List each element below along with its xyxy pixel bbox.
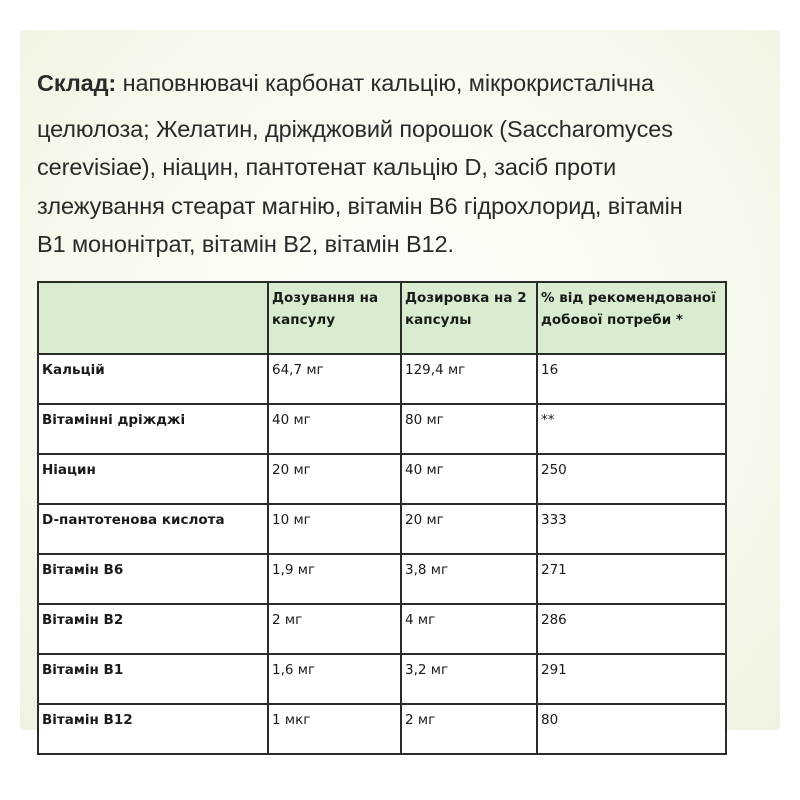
daily-percent: ** — [537, 404, 726, 454]
dose-per-capsule: 40 мг — [268, 404, 401, 454]
table-row — [38, 354, 726, 404]
nutrient-name: D-пантотенова кислота — [38, 504, 268, 554]
dose-per-capsule: 1,6 мг — [268, 654, 401, 704]
header-dose-two-capsules: Дозировка на 2 капсулы — [401, 282, 537, 354]
header-name — [38, 282, 268, 354]
dose-per-capsule: 1,9 мг — [268, 554, 401, 604]
dose-per-capsule: 2 мг — [268, 604, 401, 654]
header-daily-percent: % від рекомендованої добової потреби * — [537, 282, 726, 354]
table-row — [38, 454, 726, 504]
dose-per-capsule: 10 мг — [268, 504, 401, 554]
nutrient-name: Вітамін В12 — [38, 704, 268, 754]
table-row — [38, 404, 726, 454]
daily-percent: 80 — [537, 704, 726, 754]
nutrient-name: Вітамінні дріжджі — [38, 404, 268, 454]
daily-percent: 291 — [537, 654, 726, 704]
composition-line-3: cerevisiae), ніацин, пантотенат кальцію D, засіб проти — [37, 154, 617, 180]
header-dose-per-capsule: Дозування на капсулу — [268, 282, 401, 354]
nutrient-name: Вітамін В2 — [38, 604, 268, 654]
composition-label: Склад: — [37, 70, 117, 96]
dose-two-capsules: 3,8 мг — [401, 554, 537, 604]
dose-two-capsules: 129,4 мг — [401, 354, 537, 404]
nutrient-name: Вітамін В6 — [38, 554, 268, 604]
table-row — [38, 554, 726, 604]
table-row — [38, 604, 726, 654]
composition-text — [37, 64, 777, 264]
nutrient-name: Ніацин — [38, 454, 268, 504]
table-row — [38, 704, 726, 754]
daily-percent: 16 — [537, 354, 726, 404]
composition-text-line-1: наповнювачі карбонат кальцію, мікрокристалічна — [122, 70, 655, 96]
dose-two-capsules: 3,2 мг — [401, 654, 537, 704]
dose-two-capsules: 2 мг — [401, 704, 537, 754]
dose-two-capsules: 20 мг — [401, 504, 537, 554]
composition-line-1 — [37, 64, 777, 103]
nutrient-table — [37, 281, 727, 755]
table-row — [38, 504, 726, 554]
daily-percent: 271 — [537, 554, 726, 604]
dose-two-capsules: 4 мг — [401, 604, 537, 654]
nutrient-name: Вітамін В1 — [38, 654, 268, 704]
daily-percent: 286 — [537, 604, 726, 654]
composition-line-5: B1 мононітрат, вітамін B2, вітамін B12. — [37, 231, 454, 257]
nutrient-name: Кальцій — [38, 354, 268, 404]
composition-line-2: целюлоза; Желатин, дріжджовий порошок (Saccharomyces — [37, 115, 673, 142]
daily-percent: 250 — [537, 454, 726, 504]
dose-two-capsules: 40 мг — [401, 454, 537, 504]
table-header-row — [38, 282, 726, 354]
table-row — [38, 654, 726, 704]
dose-per-capsule: 20 мг — [268, 454, 401, 504]
composition-line-4: злежування стеарат магнію, вітамін B6 гідрохлорид, вітамін — [37, 192, 683, 219]
dose-per-capsule: 1 мкг — [268, 704, 401, 754]
dose-two-capsules: 80 мг — [401, 404, 537, 454]
dose-per-capsule: 64,7 мг — [268, 354, 401, 404]
daily-percent: 333 — [537, 504, 726, 554]
